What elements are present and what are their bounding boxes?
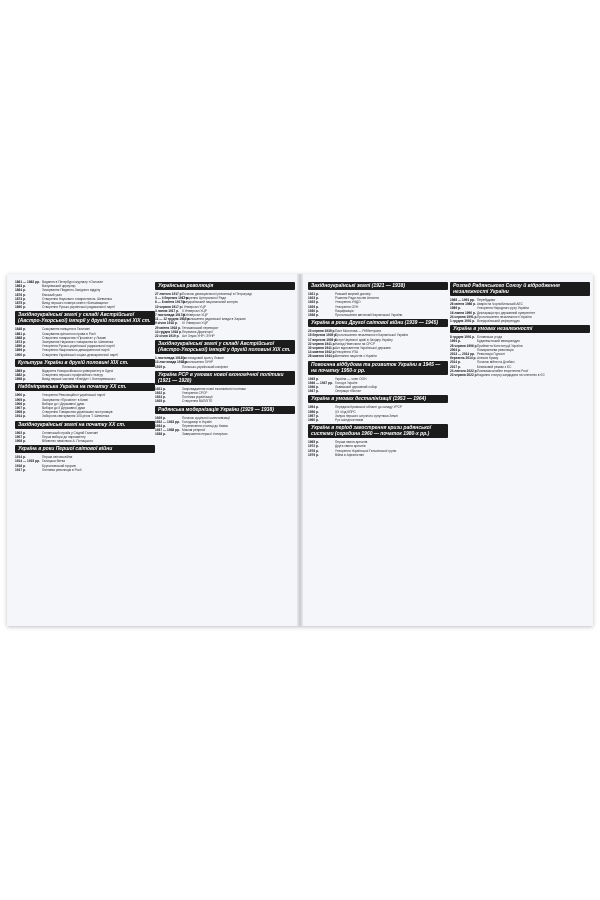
entry-date: 1861 — 1862 рр. — [15, 280, 40, 284]
entry-text: Селянський страйк у Східній Галичині — [42, 430, 99, 435]
entry-date: 1914 р. — [15, 455, 26, 460]
entry-text: Утворення ОУН — [335, 304, 359, 309]
timeline-section — [308, 424, 448, 457]
entry-date: 1930 р. — [308, 308, 319, 313]
entry-text: Аварія на Чорнобильській АЕС — [477, 302, 523, 307]
entry-text: ІІІ Універсал УЦР — [182, 313, 208, 318]
entry-date: 1972 р. — [308, 444, 319, 449]
entry-text: Польсько-український конфлікт — [182, 364, 229, 369]
entry-text: І Універсал УЦР — [182, 304, 206, 309]
entry-text: Біловезька угода — [477, 335, 503, 340]
timeline-entry — [15, 414, 155, 418]
entry-text: Завершення першої п'ятирічки — [182, 432, 228, 437]
entry-text: Утворення Русько-української радикальної партії — [42, 344, 115, 349]
section-header: Наддніпрянська Україна на початку ХХ ст. — [15, 383, 155, 391]
entry-date: 2017 р. — [450, 364, 461, 369]
entry-date: 1934 р. — [155, 424, 166, 429]
timeline-section — [15, 445, 155, 472]
section-header: Західноукраїнські землі (1921 — 1938) — [308, 282, 448, 290]
entry-date: 22 січня 1919 р. — [155, 334, 180, 339]
left-page-column-2 — [155, 280, 295, 439]
entry-date: березень 2014 р. — [450, 356, 477, 361]
entry-text: Заснування «Просвіти» в Києві — [42, 397, 88, 402]
entry-text: Пацифікація — [335, 308, 354, 313]
entry-date: 1946 р. — [308, 385, 319, 390]
entry-text: Всеукраїнський національний конгрес — [182, 300, 239, 305]
entry-date: 1919 р. — [155, 364, 166, 369]
timeline-section — [450, 325, 590, 377]
entry-text: Декларація про державний суверенітет — [477, 310, 536, 315]
section-header: Україна в роки Першої світової війни — [15, 445, 155, 453]
entry-date: 1925 р. — [308, 300, 319, 305]
entry-date: 1985 — 1991 рр. — [450, 298, 475, 302]
timeline-entry — [15, 468, 155, 472]
entry-date: 1947 р. — [308, 389, 319, 394]
entry-text: Брусиловський прорив — [42, 463, 76, 468]
entry-date: 1899 р. — [15, 348, 26, 353]
entry-date: 2013 — 2014 рр. — [450, 352, 475, 357]
section-header: Українська революція — [155, 282, 295, 290]
entry-date: 1945 р. — [308, 376, 319, 381]
entry-date: 16 липня 1990 р. — [450, 310, 476, 315]
timeline-entry — [308, 354, 448, 358]
timeline-section — [308, 319, 448, 358]
entry-date: 2004 р. — [450, 347, 461, 352]
entry-text: Пакт Молотова — Ріббентропа — [335, 329, 381, 334]
entry-date: 1917 р. — [15, 467, 26, 472]
entry-date: 14 жовтня 1942 р. — [308, 350, 336, 355]
entry-text: Проголошення незалежності Карпатської України — [335, 333, 409, 338]
entry-text: Лютнева революція в Росії — [42, 467, 82, 472]
entry-date: 28 червня 1996 р. — [450, 343, 478, 348]
entry-date: 1957 р. — [308, 413, 319, 418]
entry-date: 1925 р. — [155, 399, 166, 404]
entry-date: 1875 р. — [15, 301, 26, 306]
timeline-entry — [450, 373, 590, 377]
entry-date: 26 квітня 1986 р. — [450, 302, 476, 307]
entry-date: 1873 р. — [15, 296, 26, 301]
entry-text: Перша хвиля арештів — [335, 440, 368, 445]
entry-text: Скасування кріпосного права в Росії — [42, 331, 96, 336]
entry-text: Галицька битва — [42, 459, 66, 464]
entry-text: Заснування Південно-Західного відділу — [42, 288, 101, 293]
entry-text: Вступ Червоної армії в Західну Україну — [335, 337, 393, 342]
entry-text: Голод в Україні — [335, 380, 358, 385]
entry-text: Перші вибори до парламенту — [42, 434, 86, 439]
timeline-section — [155, 406, 295, 437]
entry-date: 1956 р. — [308, 409, 319, 414]
timeline-entry — [15, 377, 155, 381]
entry-text: Емський указ — [42, 292, 62, 297]
entry-date: 28 жовтня 1944 р. — [308, 354, 336, 359]
timeline-section — [15, 280, 155, 309]
timeline-section — [308, 282, 448, 317]
entry-date: 23 серпня 1939 р. — [308, 329, 336, 334]
entry-date: 1929 р. — [308, 304, 319, 309]
entry-text: Валуєвський циркуляр — [42, 284, 76, 289]
entry-date: 1994 р. — [450, 339, 461, 344]
entry-text: Рух шістдесятників — [335, 418, 364, 423]
entry-date: 1923 р. — [155, 395, 166, 400]
section-header: Культура України в другій половині ХІХ ст. — [15, 359, 155, 367]
section-header: Розпад Радянського Союзу й відродження незалежності України — [450, 282, 590, 296]
entry-text: Політика українізації — [182, 395, 213, 400]
entry-date: 1908 р. — [15, 439, 26, 444]
timeline-section — [308, 395, 448, 422]
entry-date: 1907 р. — [15, 434, 26, 439]
entry-text: Заборона святкування 100-річчя Т. Шевченка — [42, 414, 110, 419]
entry-text: Утворення Національно-демократичної партії — [42, 348, 110, 353]
entry-text: Напад Німеччини на СРСР — [335, 341, 375, 346]
entry-date: 13 листопада 1918 р. — [155, 360, 188, 365]
entry-date: 2014 р. — [450, 360, 461, 365]
timeline-entry — [155, 334, 295, 338]
entry-text: Утворення Української Гельсінської групи — [335, 448, 397, 453]
entry-text: Війна в Афганістані — [335, 452, 364, 457]
timeline-section — [155, 282, 295, 338]
entry-date: 1960 р. — [308, 418, 319, 423]
entry-text: Анексія Криму — [477, 356, 499, 361]
right-page — [300, 274, 593, 626]
entry-date: 11 — 12 грудня 1917 р. — [155, 317, 191, 322]
entry-text: ІІ Універсал УЦР — [182, 308, 207, 313]
entry-text: Передача Кримської області до складу УРСР — [335, 405, 403, 410]
entry-date: 7 листопада 1917 р. — [155, 313, 187, 318]
entry-date: 1932 — 1933 рр. — [155, 419, 180, 424]
entry-text: Вихід першого номера газети «Батьківщина» — [42, 301, 109, 306]
entry-date: 1946 — 1947 рр. — [308, 380, 333, 385]
entry-date: 1868 р. — [15, 335, 26, 340]
entry-date: 1922 р. — [155, 391, 166, 396]
entry-date: 1979 р. — [308, 452, 319, 457]
timeline-section — [155, 371, 295, 404]
entry-date: 1976 р. — [308, 448, 319, 453]
entry-date: 1902 р. — [15, 430, 26, 435]
entry-date: 6 — 8 квітня 1917 р. — [155, 300, 186, 305]
entry-date: 23 червня 2022 р. — [450, 373, 478, 378]
timeline-section — [308, 361, 448, 394]
timeline-entry — [308, 418, 448, 422]
entry-date: 9 січня 1918 р. — [155, 321, 178, 326]
timeline-entry — [15, 353, 155, 357]
entry-text: Утворення УПА — [335, 350, 359, 355]
entry-text: Запровадження нової економічної політики — [182, 386, 246, 391]
timeline-entry — [308, 453, 448, 457]
entry-text: Вигнання нацистів з України — [335, 354, 377, 359]
entry-text: Революція Гідності — [477, 352, 506, 357]
entry-date: 1929 р. — [155, 415, 166, 420]
timeline-section — [450, 282, 590, 323]
entry-text: Львівський церковний собор — [335, 385, 378, 390]
section-header: Повоєнна відбудова та розвиток України в 1945 — на початку 1950-х рр. — [308, 361, 448, 375]
entry-date: 24 серпня 1991 р. — [450, 314, 478, 319]
entry-text: Перша світова війна — [42, 455, 73, 460]
entry-date: 1916 р. — [15, 463, 26, 468]
entry-text: Надання статусу кандидата на членство в ЄС — [477, 373, 545, 378]
entry-text: Заснування Наукового товариства ім. Шевченка — [42, 340, 114, 345]
entry-date: 24 лютого 2022 р. — [450, 368, 478, 373]
entry-text: Створення Української соціал-демократичної партії — [42, 352, 119, 357]
entry-text: Утворення Революційної української партії — [42, 393, 106, 398]
left-page — [7, 274, 301, 626]
entry-text: Масові репресії — [182, 428, 206, 433]
entry-date: 17 вересня 1939 р. — [308, 337, 338, 342]
entry-date: 1965 р. — [308, 440, 319, 445]
entry-text: Створення ВАПЛІТЕ — [182, 399, 213, 404]
entry-text: Безвізовий режим з ЄС — [477, 364, 512, 369]
entry-text: Вибори до І Державної думи — [42, 401, 85, 406]
entry-text: ХХ з'їзд КПРС — [335, 409, 356, 414]
entry-text: Початок війни на Донбасі — [477, 360, 515, 365]
entry-date: 1861 р. — [15, 331, 26, 336]
entry-text: Відкриття Новоросійського університету в Одесі — [42, 368, 114, 373]
entry-text: Перемога Директорії — [182, 329, 213, 334]
entry-text: Перенесення столиці до Києва — [182, 424, 228, 429]
entry-text: Ризький мирний договір — [335, 292, 371, 296]
entry-date: 3 липня 1917 р. — [155, 308, 180, 313]
timeline-entry — [450, 319, 590, 323]
entry-date: 1900 р. — [15, 352, 26, 357]
entry-date: 29 квітня 1918 р. — [155, 325, 181, 330]
section-header: Україна в умовах десталінізації (1953 — 1964) — [308, 395, 448, 403]
entry-text: Вбивство намісника А. Потоцького — [42, 439, 94, 444]
entry-date: 10 червня 1917 р. — [155, 304, 183, 309]
entry-text: Проголошення автономії Карпатської України — [335, 313, 403, 318]
entry-text: Акт відновлення Української держави — [335, 346, 391, 351]
left-page-column-1 — [15, 280, 155, 474]
entry-date: 15 березня 1939 р. — [308, 333, 337, 338]
entry-text: IV Універсал УЦР — [182, 321, 209, 326]
entry-text: Початок демократичної революції в Петрограді — [182, 292, 252, 296]
right-page-column-2 — [450, 280, 590, 379]
entry-text: Проголошення радянської влади в Харкові — [182, 317, 246, 322]
entry-date: 1914 — 1915 рр. — [15, 459, 40, 464]
entry-text: Акт Злуки УНР і ЗУНР — [182, 334, 215, 339]
entry-text: Вибори до ІІ Державної думи — [42, 406, 86, 411]
entry-date: 1882 р. — [15, 373, 26, 378]
entry-date: 1 грудня 1991 р. — [450, 319, 476, 324]
timeline-section — [15, 359, 155, 382]
timeline-entry — [308, 313, 448, 317]
entry-text: Всеукраїнський референдум — [477, 319, 520, 324]
entry-text: Голодомор в Україні — [182, 419, 212, 424]
entry-text: Вихід першої частини «Енеїди» І. Котляревського — [42, 377, 116, 382]
timeline-section — [15, 311, 155, 356]
entry-text: Помаранчева революція — [477, 347, 514, 352]
entry-text: Проголошення ЗУНР — [182, 360, 214, 365]
timeline-section — [15, 421, 155, 444]
entry-text: Перебудова — [477, 298, 495, 302]
entry-text: Створення першого професійного театру — [42, 373, 103, 378]
section-header: Західноукраїнські землі на початку ХХ ст. — [15, 421, 155, 429]
section-header: Західноукраїнські землі у складі Австрійської (Австро-Угорської) імперії у другій половині ХІХ ст. — [15, 311, 155, 325]
entry-date: 1873 р. — [15, 340, 26, 345]
entry-text: Друга хвиля арештів — [335, 444, 366, 449]
entry-text: Створення товариства «Просвіта» у Львові — [42, 335, 106, 340]
timeline-entry — [15, 439, 155, 443]
entry-text: Операція «Вісла» — [335, 389, 362, 394]
entry-text: Запуск першого штучного супутника Землі — [335, 413, 398, 418]
entry-date: 1863 р. — [15, 284, 26, 289]
entry-date: 1989 р. — [450, 306, 461, 311]
entry-date: 1954 р. — [308, 405, 319, 410]
timeline-entry — [155, 365, 295, 369]
entry-date: 1921 р. — [308, 292, 319, 296]
entry-text: Гетьманський переворот — [182, 325, 219, 330]
section-header: Радянська модернізація України (1929 — 1938) — [155, 406, 295, 414]
section-header: Західноукраїнські землі у складі Австрійської (Австро-Угорської) імперії у другій половині ХІХ ст. — [155, 340, 295, 354]
entry-date: 1914 р. — [15, 414, 26, 419]
entry-date: 1898 р. — [15, 377, 26, 382]
entry-date: 1890 р. — [15, 305, 26, 310]
entry-date: 1906 р. — [15, 401, 26, 406]
entry-text: Створення Товариства українських поступовців — [42, 410, 113, 415]
section-header: Україна в період загострення кризи радянської системи (середина 1960 — початок 1980-х рр.) — [308, 424, 448, 438]
entry-date: 1923 р. — [308, 296, 319, 301]
entry-date: 22 червня 1941 р. — [308, 341, 336, 346]
entry-date: 1900 р. — [15, 393, 26, 398]
entry-date: 27 лютого 1917 р. — [155, 292, 183, 296]
entry-date: 3 — 4 березня 1917 р. — [155, 296, 189, 301]
entry-text: Створення Центральної Ради — [182, 296, 227, 301]
entry-text: Листопадовий зрив у Львові — [182, 356, 224, 361]
entry-text: Утворення Народного руху України — [477, 306, 529, 311]
entry-date: 1938 р. — [155, 432, 166, 437]
entry-text: Повномасштабне вторгнення Росії — [477, 368, 529, 373]
timeline-entry — [155, 399, 295, 403]
entry-date: 1905 р. — [15, 397, 26, 402]
open-booklet — [7, 274, 593, 626]
timeline-entry — [15, 305, 155, 309]
entry-text: Утворення СРСР — [182, 391, 208, 396]
entry-text: Будапештський меморандум — [477, 339, 520, 344]
entry-date: 1890 р. — [15, 344, 26, 349]
entry-text: Утворення УНДО — [335, 300, 361, 305]
entry-text: Видання в Петербурзі журналу «Основа» — [42, 280, 104, 284]
entry-date: 1921 р. — [155, 386, 166, 391]
section-header: Україна РСР в умовах нової економічної політики (1921 — 1928) — [155, 371, 295, 385]
page-gutter — [297, 274, 303, 626]
entry-text: Створення Наукового товариства ім. Шевченка — [42, 296, 112, 301]
timeline-section — [15, 383, 155, 418]
timeline-section — [155, 340, 295, 369]
section-header: Україна в умовах незалежності — [450, 325, 590, 333]
entry-date: 1876 р. — [15, 292, 26, 297]
entry-date: 1908 р. — [15, 410, 26, 415]
entry-date: 1907 р. — [15, 406, 26, 411]
entry-date: 1848 р. — [15, 327, 26, 332]
entry-text: Скасування панщини в Галичині — [42, 327, 90, 332]
entry-text: Рішення Ради послів Антанти — [335, 296, 379, 301]
section-header: Україна в роки Другої світової війни (1939 — 1945) — [308, 319, 448, 327]
entry-text: Проголошення незалежності України — [477, 314, 532, 319]
entry-date: 1937 — 1938 рр. — [155, 428, 180, 433]
entry-date: 30 червня 1941 р. — [308, 346, 336, 351]
entry-date: 1864 р. — [15, 288, 26, 293]
timeline-entry — [155, 432, 295, 436]
entry-date: 1865 р. — [15, 368, 26, 373]
entry-text: Прийняття Конституції України — [477, 343, 523, 348]
entry-text: Початок суцільної колективізації — [182, 415, 230, 420]
entry-text: Створення Русько-української радикальної партії — [42, 305, 115, 310]
entry-text: Україна — член ООН — [335, 376, 367, 381]
entry-date: 14 грудня 1918 р. — [155, 329, 182, 334]
right-page-column-1 — [308, 280, 448, 459]
entry-date: 8 грудня 1991 р. — [450, 335, 476, 340]
entry-date: 1938 р. — [308, 313, 319, 318]
timeline-entry — [308, 389, 448, 393]
entry-date: 1 листопада 1918 р. — [155, 356, 187, 361]
